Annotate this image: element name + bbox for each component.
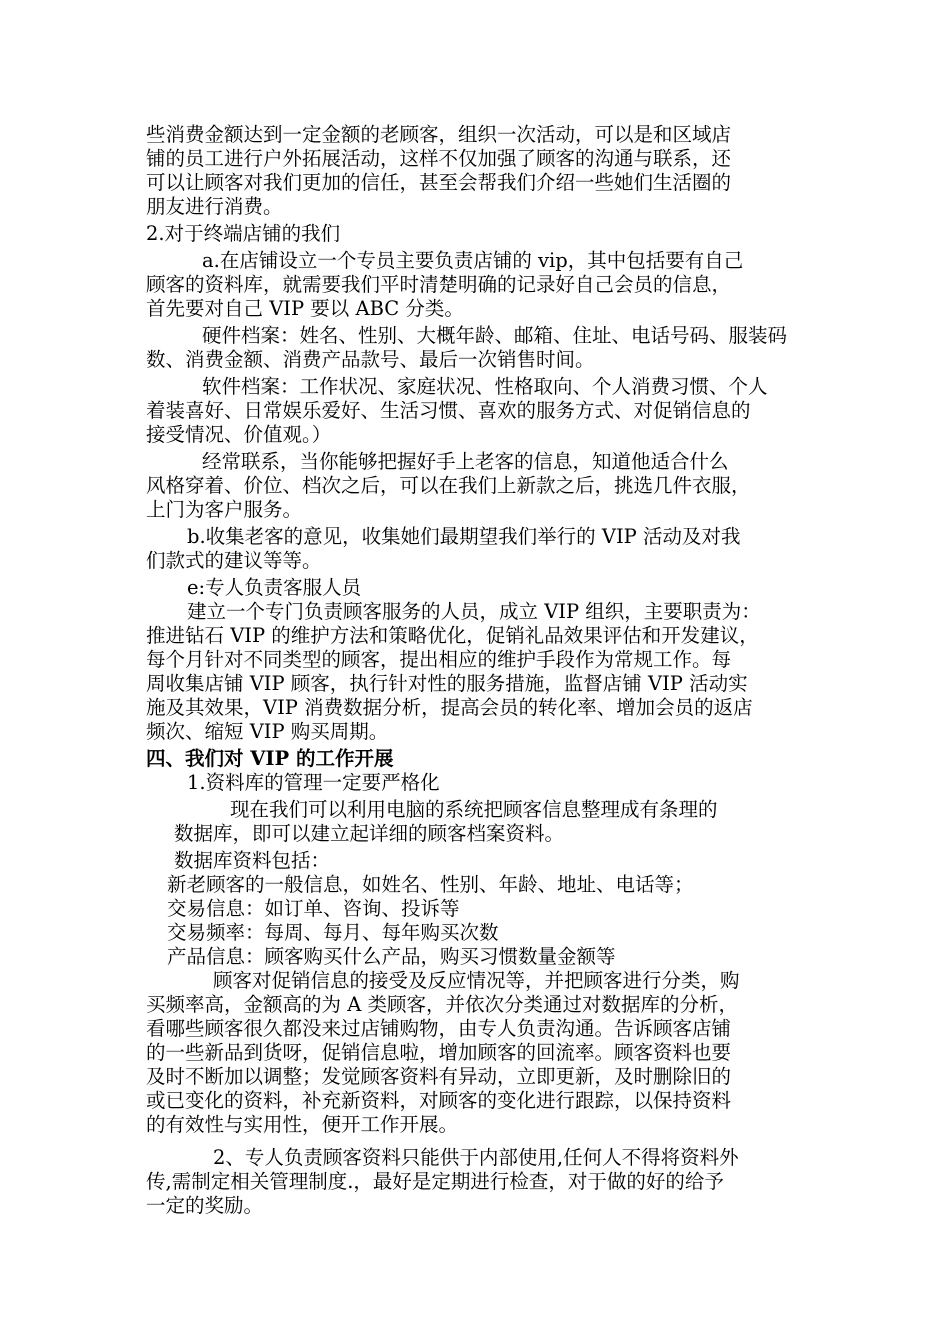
text-line: 现在我们可以利用电脑的系统把顾客信息整理成有条理的: [230, 798, 718, 821]
list-item: 新老顾客的一般信息，如姓名、性别、年龄、地址、电话等；: [167, 873, 694, 896]
text-line: 铺的员工进行户外拓展活动，这样不仅加强了顾客的沟通与联系，还: [146, 147, 732, 170]
text-line: 推进钻石 VIP 的维护方法和策略优化，促销礼品效果评估和开发建议，: [146, 624, 759, 647]
text-line: 经常联系，当你能够把握好手上老客的信息，知道他适合什么: [202, 450, 729, 473]
text-line: 频次、缩短 VIP 购买周期。: [146, 720, 389, 743]
text-line: 及时不断加以调整；发觉顾客资料有异动，立即更新，及时删除旧的: [146, 1065, 732, 1088]
text-line: 数据库资料包括：: [174, 849, 331, 872]
text-line: 2、专人负责顾客资料只能供于内部使用,任何人不得将资料外: [213, 1146, 739, 1169]
text-line: 买频率高，金额高的为 A 类顾客，并依次分类通过对数据库的分析，: [146, 993, 738, 1016]
text-line: 朋友进行消费。: [146, 195, 283, 218]
text-line: 周收集店铺 VIP 顾客，执行针对性的服务措施，监督店铺 VIP 活动实: [146, 672, 748, 695]
subheading: 1.资料库的管理一定要严格化: [187, 771, 440, 794]
text-line: 软件档案：工作状况、家庭状况、性格取向、个人消费习惯、个人: [202, 375, 768, 398]
section-heading: 四、我们对 VIP 的工作开展: [146, 747, 394, 770]
text-line: 上门为客户服务。: [146, 498, 303, 521]
text-line: a.在店铺设立一个专员主要负责店铺的 vip，其中包括要有自己: [202, 249, 744, 272]
text-line: 们款式的建议等等。: [146, 549, 322, 572]
text-line: 接受情况、价值观。）: [146, 423, 332, 446]
list-item: 产品信息：顾客购买什么产品，购买习惯数量金额等: [167, 945, 616, 968]
text-line: b.收集老客的意见，收集她们最期望我们举行的 VIP 活动及对我: [187, 525, 741, 548]
text-line: 硬件档案：姓名、性别、大概年龄、邮箱、住址、电话号码、服装码: [202, 324, 788, 347]
text-line: 风格穿着、价位、档次之后，可以在我们上新款之后，挑选几件衣服，: [146, 474, 751, 497]
text-line: 建立一个专门负责顾客服务的人员，成立 VIP 组织，主要职责为：: [187, 600, 761, 623]
text-line: 顾客的资料库，就需要我们平时清楚明确的记录好自己会员的信息，: [146, 273, 732, 296]
text-line: 或已变化的资料，补充新资料，对顾客的变化进行跟踪，以保持资料: [146, 1089, 732, 1112]
list-item: 交易频率：每周、每月、每年购买次数: [167, 921, 499, 944]
text-line: 顾客对促销信息的接受及反应情况等，并把顾客进行分类，购: [213, 969, 740, 992]
subheading: 2.对于终端店铺的我们: [146, 222, 341, 245]
text-line: 些消费金额达到一定金额的老顾客，组织一次活动，可以是和区域店: [146, 123, 732, 146]
text-line: 传,需制定相关管理制度.，最好是定期进行检查，对于做的好的给予: [146, 1170, 724, 1193]
text-line: 施及其效果，VIP 消费数据分析，提高会员的转化率、增加会员的返店: [146, 696, 753, 719]
text-line: 一定的奖励。: [146, 1194, 264, 1217]
text-line: 每个月针对不同类型的顾客，提出相应的维护手段作为常规工作。每: [146, 648, 732, 671]
text-line: 首先要对自己 VIP 要以 ABC 分类。: [146, 297, 464, 320]
text-line: 着装喜好、日常娱乐爱好、生活习惯、喜欢的服务方式、对促销信息的: [146, 399, 751, 422]
text-line: 的一些新品到货呀，促销信息啦，增加顾客的回流率。顾客资料也要: [146, 1041, 732, 1064]
list-item: 交易信息：如订单、咨询、投诉等: [167, 897, 460, 920]
text-line: 看哪些顾客很久都没来过店铺购物，由专人负责沟通。告诉顾客店铺: [146, 1017, 732, 1040]
text-line: 可以让顾客对我们更加的信任，甚至会帮我们介绍一些她们生活圈的: [146, 171, 732, 194]
text-line: 的有效性与实用性，便开工作开展。: [146, 1113, 459, 1136]
text-line: e:专人负责客服人员: [187, 576, 362, 599]
text-line: 数、消费金额、消费产品款号、最后一次销售时间。: [146, 348, 595, 371]
text-line: 数据库，即可以建立起详细的顾客档案资料。: [174, 822, 565, 845]
